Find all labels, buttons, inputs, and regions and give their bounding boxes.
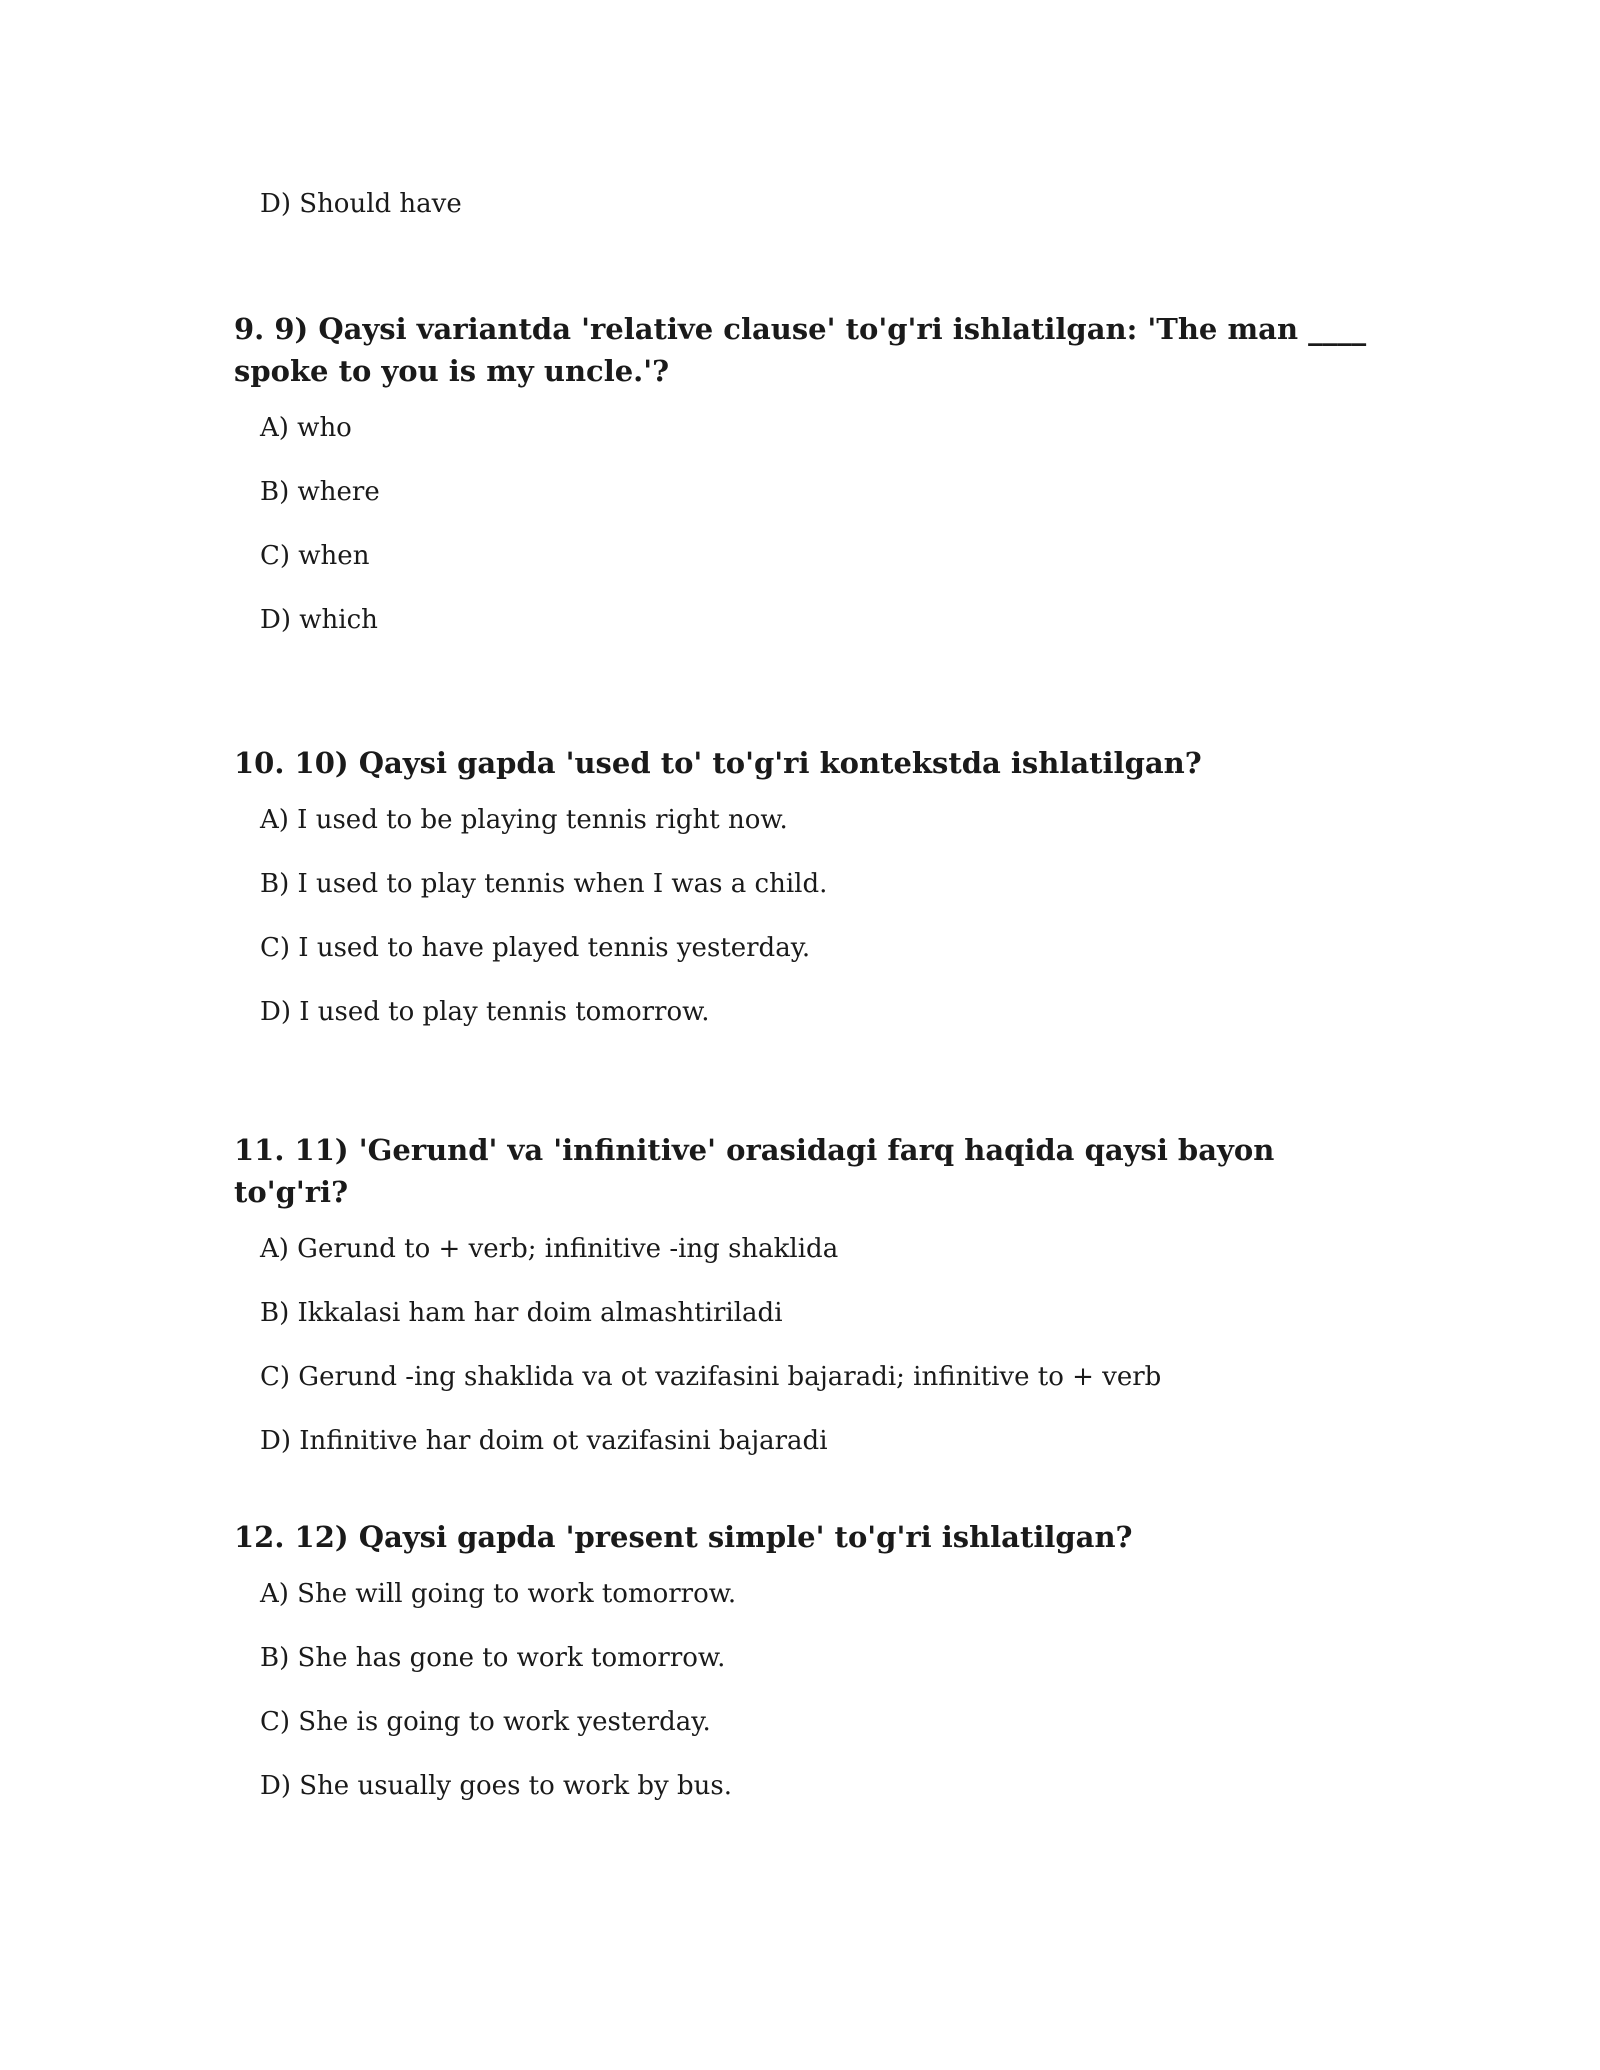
option-c: C) Gerund -ing shaklida va ot vazifasini bajaradi; infinitive to + verb	[260, 1362, 1162, 1392]
option-a: A) Gerund to + verb; infinitive -ing shaklida	[260, 1234, 839, 1264]
option-c: C) I used to have played tennis yesterday.	[260, 933, 811, 963]
options-list	[234, 1231, 1384, 1459]
option-a: A) I used to be playing tennis right now.	[260, 805, 788, 835]
option-d: D) I used to play tennis tomorrow.	[260, 997, 710, 1027]
options-list	[234, 1576, 1384, 1804]
question-title: 11. 11) 'Gerund' va 'infinitive' orasidagi farq haqida qaysi bayon to'g'ri?	[234, 1133, 1275, 1209]
previous-question-option-d: D) Should have	[260, 189, 462, 219]
question-title: 10. 10) Qaysi gapda 'used to' to'g'ri kontekstda ishlatilgan?	[234, 746, 1202, 780]
question-12	[234, 1516, 1384, 1832]
option-b: B) where	[260, 477, 380, 507]
question-title: 9. 9) Qaysi variantda 'relative clause' to'g'ri ishlatilgan: 'The man ____ spoke to you is my uncle.'?	[234, 312, 1367, 388]
options-list	[234, 802, 1384, 1030]
options-list	[234, 410, 1384, 638]
option-a: A) who	[260, 413, 352, 443]
question-9	[234, 308, 1384, 666]
question-title: 12. 12) Qaysi gapda 'present simple' to'g'ri ishlatilgan?	[234, 1520, 1133, 1554]
question-11	[234, 1129, 1384, 1487]
option-b: B) Ikkalasi ham har doim almashtiriladi	[260, 1298, 783, 1328]
option-d: D) Infinitive har doim ot vazifasini bajaradi	[260, 1426, 828, 1456]
option-b: B) I used to play tennis when I was a child.	[260, 869, 828, 899]
option-d: D) She usually goes to work by bus.	[260, 1771, 732, 1801]
option-a: A) She will going to work tomorrow.	[260, 1579, 737, 1609]
option-c: C) when	[260, 541, 370, 571]
option-c: C) She is going to work yesterday.	[260, 1707, 711, 1737]
option-b: B) She has gone to work tomorrow.	[260, 1643, 726, 1673]
option-d: D) which	[260, 605, 378, 635]
question-10	[234, 742, 1384, 1058]
